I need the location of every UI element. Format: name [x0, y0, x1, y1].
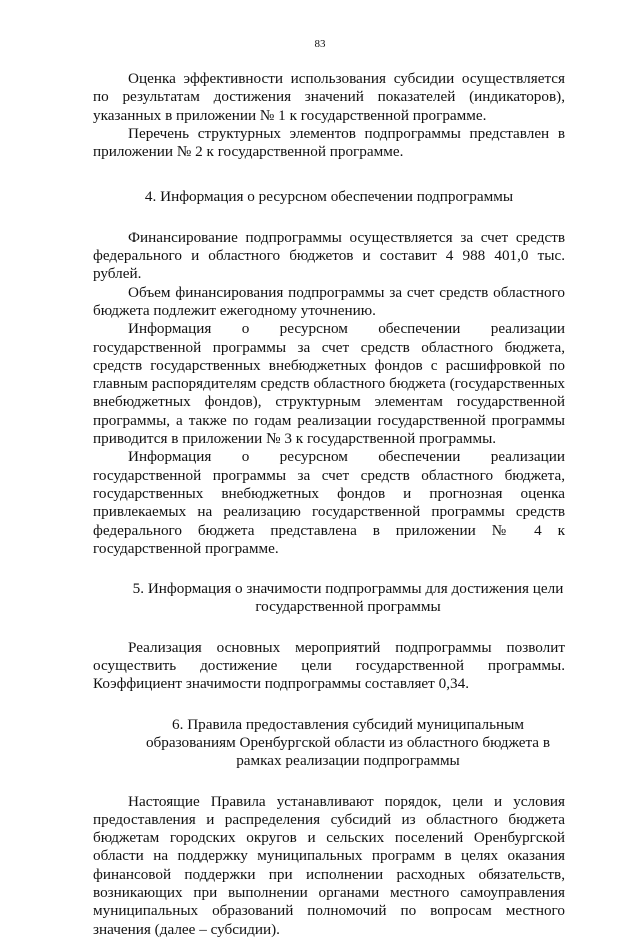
paragraph: Оценка эффективности использования субсидии осуществляется по результатам достижения значений показателей (индикаторов), указанных в приложении № 1 к государственной программе.	[93, 70, 565, 124]
section-heading-4: 4. Информация о ресурсном обеспечении подпрограммы	[144, 188, 514, 206]
section-heading-5: 5. Информация о значимости подпрограммы для достижения цели государственной программы	[132, 580, 564, 616]
page-number: 83	[314, 38, 326, 50]
document-body	[93, 70, 565, 939]
paragraph: Объем финансирования подпрограммы за счет средств областного бюджета подлежит ежегодному уточнению.	[93, 283, 565, 319]
paragraph: Информация о ресурсном обеспечении реализации государственной программы за счет средств областного бюджета, государственных внебюджетных фондов и прогнозная оценка привлекаемых на реализацию государственной программы средств федерального бюджета представлена в приложении № 4 к государственной программе.	[93, 448, 565, 557]
paragraph: Финансирование подпрограммы осуществляется за счет средств федерального и областного бюджетов и составит 4 988 401,0 тыс. рублей.	[93, 228, 565, 283]
paragraph: Реализация основных мероприятий подпрограммы позволит осуществить достижение цели государственной программы. Коэффициент значимости подпрограммы составляет 0,34.	[93, 638, 565, 693]
paragraph: Перечень структурных элементов подпрограммы представлен в приложении № 2 к государственной программе.	[93, 124, 565, 161]
section-heading-6: 6. Правила предоставления субсидий муниципальным образованиям Оренбургской области из областного бюджета в рамках реализации подпрограммы	[145, 715, 551, 770]
paragraph: Информация о ресурсном обеспечении реализации государственной программы за счет средств областного бюджета, средств государственных внебюджетных фондов с расшифровкой по главным распорядителям средств областного бюджета (государственных внебюджетных фондов), структурным элементам государственной программы, а также по годам реализации государственной программы приводится в приложении № 3 к государственной программы.	[93, 320, 565, 448]
paragraph: Настоящие Правила устанавливают порядок, цели и условия предоставления и распределения субсидий из областного бюджета бюджетам городских округов и сельских поселений Оренбургской области на поддержку муниципальных программ в целях оказания финансовой поддержки при исполнении расходных обязательств, возникающих при выполнении органами местного самоуправления муниципальных образований полномочий по вопросам местного значения (далее – субсидии).	[93, 792, 565, 938]
